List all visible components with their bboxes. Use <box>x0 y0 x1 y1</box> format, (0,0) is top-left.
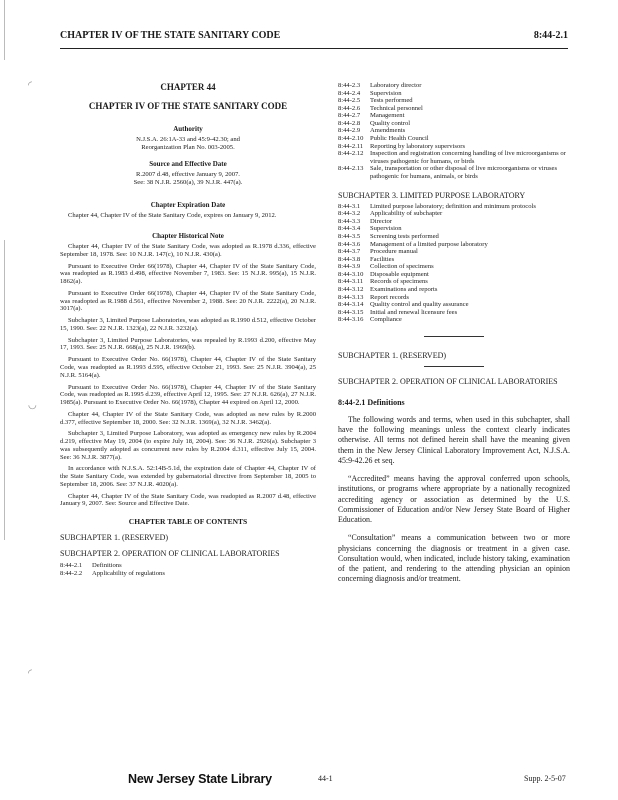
section-heading: 8:44-2.1 Definitions <box>338 397 405 407</box>
toc-number: 8:44-2.5 <box>338 97 361 105</box>
toc-entry <box>338 309 570 317</box>
toc-title: Management of a limited purpose laboratory <box>370 240 488 248</box>
section-divider <box>424 366 484 367</box>
toc-title: Reporting by laboratory supervisors <box>370 142 466 150</box>
toc-entry <box>338 233 570 241</box>
toc-subchapter-2: SUBCHAPTER 2. OPERATION OF CLINICAL LABORATORIES <box>60 548 280 558</box>
toc-entry <box>338 143 570 151</box>
history-paragraph: Subchapter 3, Limited Purpose Laboratories, was repealed by R.1993 d.200, effective May 17, 1993. See: 25 N.J.R. 668(a), 25 N.J.R. 1969(b). <box>60 336 316 352</box>
binder-hole-mark: ◡ <box>28 400 37 411</box>
definitions-body <box>338 415 570 585</box>
library-stamp: New Jersey State Library <box>128 772 272 786</box>
toc-number: 8:44-3.15 <box>338 308 364 316</box>
chapter-number: CHAPTER 44 <box>160 82 216 92</box>
source-line: See: 38 N.J.R. 2560(a), 39 N.J.R. 447(a). <box>133 179 243 187</box>
toc-list-subchapter-3 <box>338 203 570 324</box>
toc-title: Management <box>370 112 405 120</box>
body-paragraph: The following words and terms, when used in this subchapter, shall have the following meanings unless the context clearly indicates otherwise. All terms not defined herein shall have the meaning given them in the New Jersey Clinical Laboratory Improvement Act, N.J.S.A. 45:9-42.26 et seq. <box>338 414 570 465</box>
header-rule <box>60 48 568 49</box>
toc-number: 8:44-2.12 <box>338 150 364 158</box>
toc-entry <box>338 82 570 90</box>
toc-title: Applicability of subchapter <box>370 210 443 218</box>
source-line: R.2007 d.48, effective January 9, 2007. <box>136 171 240 179</box>
history-paragraph: Pursuant to Executive Order No. 66(1978), Chapter 44, Chapter IV of the State Sanitary Code, was readopted as R.1993 d.595, effective October 21, 1993. See: 25 N.J.R. 3904(a), 25 N.J.R. 5164(a). <box>60 356 316 379</box>
toc-number: 8:44-3.3 <box>338 217 361 225</box>
toc-number: 8:44-2.4 <box>338 89 361 97</box>
toc-number: 8:44-3.9 <box>338 263 361 271</box>
toc-number: 8:44-3.14 <box>338 301 364 309</box>
toc-entry <box>338 278 570 286</box>
toc-number: 8:44-3.8 <box>338 255 361 263</box>
binder-hole-mark: ◜ <box>28 668 32 679</box>
toc-number: 8:44-2.9 <box>338 127 361 135</box>
toc-number: 8:44-2.6 <box>338 104 361 112</box>
toc-number: 8:44-3.16 <box>338 316 364 324</box>
toc-number: 8:44-3.12 <box>338 286 364 294</box>
scan-edge-mid <box>4 240 5 540</box>
toc-entry <box>338 150 570 165</box>
toc-number: 8:44-2.11 <box>338 142 364 150</box>
toc-number: 8:44-2.2 <box>60 569 83 577</box>
toc-title: Public Health Council <box>370 135 429 143</box>
toc-title: Laboratory director <box>370 82 422 89</box>
authority-line: N.J.S.A. 26:1A-33 and 45:9-42.30; and <box>136 136 240 144</box>
toc-title: Records of specimens <box>370 278 428 286</box>
toc-title: Definitions <box>92 561 122 569</box>
toc-title: Supervision <box>370 225 402 233</box>
scan-edge-top <box>4 0 5 60</box>
toc-entry <box>338 316 570 324</box>
toc-title: Director <box>370 217 392 225</box>
right-column <box>338 82 570 593</box>
toc-subchapter-1: SUBCHAPTER 1. (RESERVED) <box>60 533 169 543</box>
toc-entry <box>338 135 570 143</box>
toc-entry <box>60 562 316 570</box>
history-paragraph: Chapter 44, Chapter IV of the State Sanitary Code, was readopted as R.2007 d.48, effective January 9, 2007. See: Source and Effective Date. <box>60 492 316 508</box>
toc-entry <box>338 225 570 233</box>
toc-number: 8:44-3.4 <box>338 225 361 233</box>
toc-entry <box>60 570 316 578</box>
header-chapter: CHAPTER IV OF THE STATE SANITARY CODE <box>60 30 281 41</box>
history-paragraph: Chapter 44, Chapter IV of the State Sanitary Code, was adopted as R.1978 d.336, effective September 18, 1978. See: 10 N.J.R. 147(c), 10 N.J.R. 430(a). <box>60 243 316 258</box>
authority-line: Reorganization Plan No. 003-2005. <box>141 144 235 152</box>
toc-title: Collection of specimens <box>370 263 434 271</box>
toc-title: Examinations and reports <box>370 286 438 294</box>
body-paragraph: “Consultation” means a communication between two or more physicians concerning the diagnosis or treatment in a given case. Consultation would, when indicated, include history taking, examination of the patient, and rendering to the attending physician an opinion concerning diagnosis and/or treatment. <box>338 533 570 584</box>
toc-entry <box>338 256 570 264</box>
toc-heading: CHAPTER TABLE OF CONTENTS <box>128 517 248 527</box>
toc-number: 8:44-3.13 <box>338 293 364 301</box>
toc-entry <box>338 263 570 271</box>
toc-number: 8:44-3.6 <box>338 240 361 248</box>
expiration-heading: Chapter Expiration Date <box>150 200 226 209</box>
toc-number: 8:44-2.1 <box>60 561 83 569</box>
toc-number: 8:44-2.3 <box>338 82 361 89</box>
toc-entry <box>338 90 570 98</box>
toc-title: Quality control and quality assurance <box>370 301 469 309</box>
history-paragraph: Subchapter 3, Limited Purpose Laboratories, was adopted as R.1990 d.512, effective October 15, 1990. See: 22 N.J.R. 1323(a), 22 N.J.R. 3232(a). <box>60 317 316 332</box>
toc-number: 8:44-3.2 <box>338 210 361 218</box>
toc-title: Sale, transportation or other disposal of live microorganisms or viruses pathogenic for humans, animals, or birds <box>370 165 558 180</box>
toc-title: Limited purpose laboratory; definition and minimum protocols <box>370 202 536 210</box>
binder-hole-mark: ◜ <box>28 80 32 91</box>
history-paragraph: Chapter 44, Chapter IV of the State Sanitary Code, was adopted as new rules by R.2000 d.377, effective September 18, 2000. See: 32 N.J.R. 1369(a), 32 N.J.R. 3462(a). <box>60 410 316 426</box>
toc-number: 8:44-2.13 <box>338 165 364 173</box>
toc-entry <box>338 271 570 279</box>
toc-title: Screening tests performed <box>370 233 439 241</box>
toc-title: Procedure manual <box>370 248 418 256</box>
toc-title: Technical personnel <box>370 104 423 112</box>
toc-number: 8:44-2.7 <box>338 112 361 120</box>
history-paragraph: In accordance with N.J.S.A. 52:14B-5.1d, the expiration date of Chapter 44, Chapter IV of the State Sanitary Code, was extended by gubernatorial directive from September 18, 2005 to September 18, 2006. See: 37 N.J.R. 4020(a). <box>60 465 316 488</box>
page-number: 44-1 <box>318 774 333 783</box>
history-paragraph: Pursuant to Executive Order 66(1978), Chapter 44, Chapter IV of the State Sanitary Code, was readopted as R.1983 d.498, effective November 7, 1983. See: 15 N.J.R. 995(a), 15 N.J.R. 1862(a). <box>60 262 316 286</box>
section-divider <box>424 336 484 337</box>
history-paragraph: Subchapter 3, Limited Purpose Laboratory, was adopted as emergency new rules by R.2004 d.219, effective May 19, 2004 (to expire July 18, 2004). See: 36 N.J.R. 2926(a). Subchapter 3 was subsequently adopted as concurrent new rules by R.2004 d.311, effective July 15, 2004. See: 36 N.J.R. 3877(a). <box>60 430 316 461</box>
toc-title: Amendments <box>370 127 406 135</box>
toc-title: Supervision <box>370 89 402 97</box>
body-subchapter-1: SUBCHAPTER 1. (RESERVED) <box>338 350 447 360</box>
toc-title: Quality control <box>370 119 411 127</box>
toc-entry <box>338 241 570 249</box>
toc-subchapter-3: SUBCHAPTER 3. LIMITED PURPOSE LABORATORY <box>338 190 526 200</box>
toc-entry <box>338 294 570 302</box>
toc-title: Inspection and registration concerning handling of live microorganisms or viruses pathogenic for humans, or birds <box>370 150 566 165</box>
supplement-date: Supp. 2-5-07 <box>524 774 566 783</box>
toc-title: Disposable equipment <box>370 270 429 278</box>
toc-entry <box>338 210 570 218</box>
chapter-title: CHAPTER IV OF THE STATE SANITARY CODE <box>88 100 288 111</box>
toc-title: Tests performed <box>370 97 413 105</box>
historical-note-heading: Chapter Historical Note <box>152 231 224 240</box>
toc-entry <box>338 120 570 128</box>
toc-title: Compliance <box>370 316 402 324</box>
expiration-text: Chapter 44, Chapter IV of the State Sanitary Code, expires on January 9, 2012. <box>68 212 277 220</box>
toc-title: Facilities <box>370 255 395 263</box>
toc-number: 8:44-2.10 <box>338 135 364 143</box>
toc-entry <box>338 112 570 120</box>
toc-entry <box>338 286 570 294</box>
toc-entry <box>338 301 570 309</box>
toc-title: Report records <box>370 293 409 301</box>
toc-number: 8:44-3.1 <box>338 202 361 210</box>
body-paragraph: “Accredited” means having the approval conferred upon schools, institutions, or programs where appropriate by a nationally recognized accrediting agency or association as determined by the U.S. Commissioner of Education and/or New Jersey State Board of Higher Education. <box>338 474 570 525</box>
toc-number: 8:44-3.11 <box>338 278 364 286</box>
history-paragraph: Pursuant to Executive Order No. 66(1978), Chapter 44, Chapter IV of the State Sanitary Code, was readopted as R.1995 d.239, effective April 12, 1995. See: 27 N.J.R. 626(a), 27 N.J.R. 1985(a). Pursuant to Executive Order No. 66(1978), Chapter 44 expired on April 12, 2000. <box>60 383 316 407</box>
authority-heading: Authority <box>173 125 203 134</box>
running-header <box>60 30 568 46</box>
toc-entry <box>338 97 570 105</box>
toc-number: 8:44-2.8 <box>338 119 361 127</box>
toc-entry <box>338 218 570 226</box>
left-column <box>60 82 316 578</box>
toc-title: Applicability of regulations <box>92 569 165 577</box>
toc-entry <box>338 203 570 211</box>
toc-number: 8:44-3.10 <box>338 270 364 278</box>
source-heading: Source and Effective Date <box>149 160 227 168</box>
toc-entry <box>338 165 570 180</box>
header-section: 8:44-2.1 <box>533 30 568 41</box>
toc-entry <box>338 105 570 113</box>
toc-entry <box>338 248 570 256</box>
toc-number: 8:44-3.5 <box>338 233 361 241</box>
toc-title: Initial and renewal licensure fees <box>370 308 458 316</box>
toc-list-subchapter-2 <box>338 82 570 181</box>
toc-number: 8:44-3.7 <box>338 248 361 256</box>
toc-entry <box>338 127 570 135</box>
body-subchapter-2: SUBCHAPTER 2. OPERATION OF CLINICAL LABORATORIES <box>338 377 558 387</box>
history-paragraph: Pursuant to Executive Order 66(1978), Chapter 44, Chapter IV of the State Sanitary Code, was readopted as R.1988 d.561, effective November 2, 1988. See: 20 N.J.R. 2222(a), 20 N.J.R. 3017(a). <box>60 289 316 313</box>
